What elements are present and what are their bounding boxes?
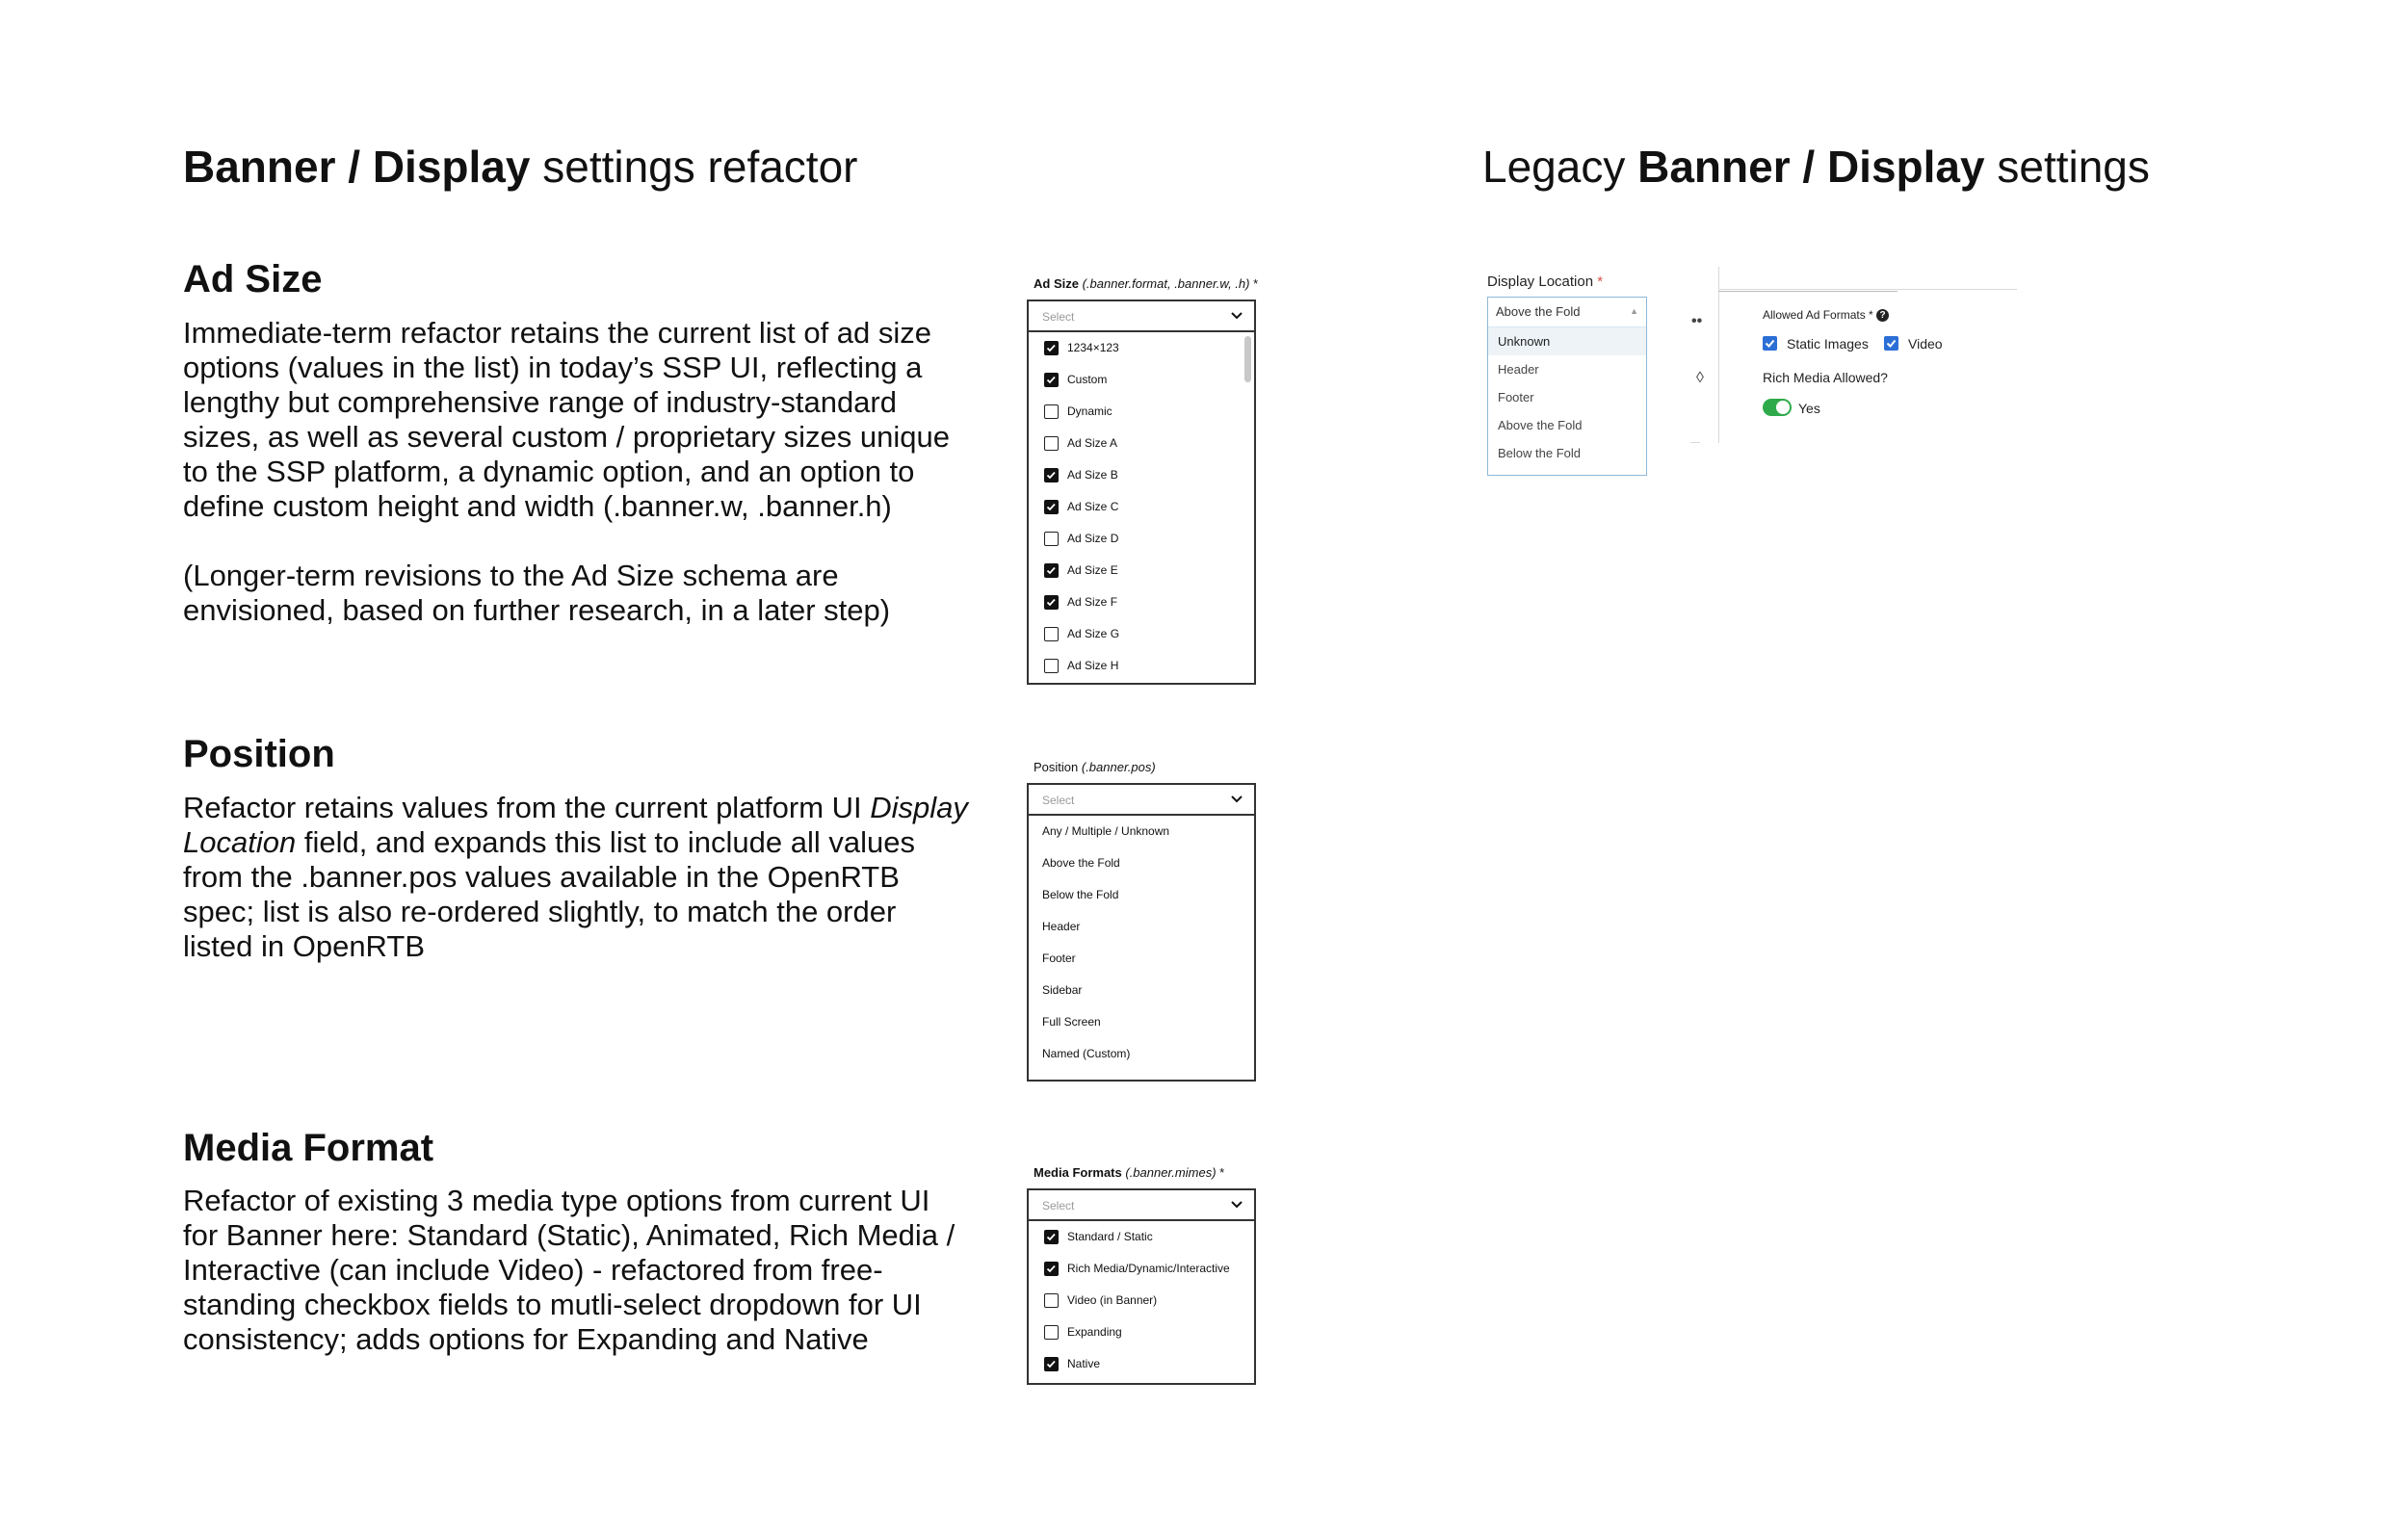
media-format-option[interactable]: [1029, 1348, 1254, 1380]
caret-up-icon: ▲: [1630, 306, 1638, 316]
legacy-option-label: Footer: [1498, 390, 1534, 404]
ad-size-option-label: Custom: [1067, 373, 1108, 386]
position-option[interactable]: [1029, 816, 1254, 847]
check-icon: [1046, 470, 1057, 481]
ad-size-dropdown[interactable]: [1027, 300, 1256, 685]
static-images-label: Static Images: [1787, 336, 1869, 352]
chevron-down-icon: [1229, 1196, 1244, 1212]
ad-size-option-label: Dynamic: [1067, 404, 1112, 418]
ad-size-option[interactable]: [1029, 650, 1254, 682]
ellipsis-fragment-icon: ••: [1691, 313, 1703, 329]
position-option[interactable]: [1029, 879, 1254, 911]
ad-size-option-label: Ad Size B: [1067, 468, 1118, 482]
divider: [1718, 289, 2017, 290]
position-label-text: Position: [1034, 760, 1079, 774]
allowed-ad-formats-label: [1763, 308, 1889, 322]
ad-size-heading: Ad Size: [183, 258, 323, 300]
static-images-checkbox[interactable]: [1763, 336, 1777, 351]
allowed-ad-formats-text: Allowed Ad Formats *: [1763, 308, 1873, 322]
ad-size-option-label: Ad Size A: [1067, 436, 1118, 450]
legacy-option-label: Below the Fold: [1498, 446, 1581, 460]
ad-size-option-label: Ad Size E: [1067, 563, 1118, 577]
position-option[interactable]: [1029, 911, 1254, 943]
ad-size-option-checkbox[interactable]: [1044, 659, 1059, 673]
ad-size-option-label: Ad Size H: [1067, 659, 1119, 672]
media-format-body: Refactor of existing 3 media type options from current UI for Banner here: Standard (Static), Animated, Rich Media / Interactive (can include Video) - refactored from free-standing checkbox fields to mutli-select dropdown for UI consistency; adds options for Expanding and Native: [183, 1184, 955, 1356]
check-icon: [1046, 597, 1057, 608]
legacy-title: [1482, 141, 2150, 193]
position-option-label: Below the Fold: [1042, 888, 1119, 901]
legacy-display-location-select[interactable]: [1488, 298, 1646, 327]
video-checkbox[interactable]: [1884, 336, 1898, 351]
position-option-label: Full Screen: [1042, 1015, 1101, 1029]
required-mark: *: [1597, 274, 1604, 290]
position-heading: Position: [183, 733, 335, 775]
position-body: [183, 791, 973, 964]
ad-size-option-label: Ad Size C: [1067, 500, 1119, 513]
media-formats-dropdown[interactable]: [1027, 1188, 1256, 1385]
media-format-option-checkbox[interactable]: [1044, 1325, 1059, 1340]
position-option[interactable]: [1029, 975, 1254, 1006]
ad-size-select[interactable]: [1029, 301, 1254, 332]
ad-size-label-bold: Ad Size: [1034, 276, 1079, 291]
check-icon: [1046, 1359, 1057, 1369]
ad-size-option[interactable]: [1029, 618, 1254, 650]
check-icon: [1885, 337, 1898, 350]
ad-size-body-2: (Longer-term revisions to the Ad Size schema are envisioned, based on further research, in a later step): [183, 559, 891, 627]
ad-size-option-label: 1234×123: [1067, 341, 1119, 354]
media-formats-field-label: [1034, 1165, 1224, 1180]
position-option[interactable]: [1029, 1006, 1254, 1038]
legacy-title-pre: Legacy: [1482, 142, 1638, 192]
position-option[interactable]: [1029, 1038, 1254, 1070]
ad-size-option-label: Ad Size G: [1067, 627, 1120, 640]
position-placeholder: Select: [1042, 794, 1075, 807]
ad-size-option-checkbox[interactable]: [1044, 595, 1059, 610]
media-format-option-checkbox[interactable]: [1044, 1230, 1059, 1244]
legacy-selected-value: Above the Fold: [1496, 304, 1581, 319]
legacy-option-list: [1488, 327, 1646, 467]
media-format-option[interactable]: [1029, 1285, 1254, 1316]
ad-size-option-checkbox[interactable]: [1044, 468, 1059, 482]
legacy-display-location-dropdown[interactable]: [1487, 297, 1647, 476]
media-formats-label-bold: Media Formats: [1034, 1165, 1122, 1180]
ad-size-option[interactable]: [1029, 332, 1254, 364]
ad-size-option-checkbox[interactable]: [1044, 532, 1059, 546]
refactor-title: [183, 141, 858, 193]
legacy-title-bold: Banner / Display: [1637, 142, 1985, 192]
divider: [1718, 291, 1898, 292]
rich-media-allowed-label: Rich Media Allowed?: [1763, 370, 1888, 385]
position-option-label: Footer: [1042, 951, 1076, 965]
media-format-option[interactable]: [1029, 1221, 1254, 1253]
ad-size-option-checkbox[interactable]: [1044, 627, 1059, 641]
check-icon: [1046, 1232, 1057, 1242]
scrollbar[interactable]: [1244, 336, 1251, 382]
ad-size-option-list: [1029, 332, 1254, 682]
toggle-knob: [1776, 401, 1790, 414]
legacy-title-rest: settings: [1984, 142, 2150, 192]
video-label: Video: [1908, 336, 1943, 352]
ad-size-body-1: Immediate-term refactor retains the current list of ad size options (values in the list) in today’s SSP UI, reflecting a lengthy but comprehensive range of industry-standard sizes, as well as several custom / proprietary sizes unique to the SSP platform, a dynamic option, and an option to define custom height and width (.banner.w, .banner.h): [183, 316, 950, 523]
legacy-display-location-text: Display Location: [1487, 274, 1594, 290]
ad-size-option[interactable]: [1029, 587, 1254, 618]
ad-size-option[interactable]: [1029, 555, 1254, 587]
ad-size-option[interactable]: [1029, 396, 1254, 428]
media-format-option-checkbox[interactable]: [1044, 1262, 1059, 1276]
position-option-label: Named (Custom): [1042, 1047, 1131, 1060]
legacy-option[interactable]: [1488, 383, 1646, 411]
ad-size-option-checkbox[interactable]: [1044, 373, 1059, 387]
chevron-down-icon: [1229, 307, 1244, 323]
legacy-option[interactable]: [1488, 439, 1646, 467]
ad-size-option[interactable]: [1029, 364, 1254, 396]
check-icon: [1046, 1264, 1057, 1274]
position-option-label: Above the Fold: [1042, 856, 1120, 870]
check-icon: [1764, 337, 1776, 350]
chevron-down-icon: [1229, 791, 1244, 806]
ad-size-option-checkbox[interactable]: [1044, 404, 1059, 419]
legacy-option[interactable]: [1488, 355, 1646, 383]
rich-media-value: Yes: [1798, 401, 1820, 416]
ad-size-label-required: *: [1249, 276, 1259, 291]
check-icon: [1046, 375, 1057, 385]
ad-size-option[interactable]: [1029, 428, 1254, 459]
legacy-option[interactable]: [1488, 327, 1646, 355]
media-formats-select[interactable]: [1029, 1190, 1254, 1221]
position-option-label: Any / Multiple / Unknown: [1042, 824, 1170, 838]
legacy-option[interactable]: [1488, 411, 1646, 439]
legacy-option-label: Unknown: [1498, 334, 1551, 349]
refactor-title-rest: settings refactor: [530, 142, 858, 192]
position-option-label: Header: [1042, 920, 1081, 933]
rich-media-toggle[interactable]: [1763, 399, 1792, 416]
media-format-option-checkbox[interactable]: [1044, 1357, 1059, 1371]
legacy-option-label: Header: [1498, 362, 1539, 377]
ad-size-option-label: Ad Size F: [1067, 595, 1118, 609]
media-formats-option-list: [1029, 1221, 1254, 1380]
media-formats-placeholder: Select: [1042, 1199, 1075, 1212]
ad-size-option-label: Ad Size D: [1067, 532, 1119, 545]
position-body-post: field, and expands this list to include all values from the .banner.pos values available in the OpenRTB spec; list is also re-ordered slightly, to match the order listed in OpenRTB: [183, 825, 915, 963]
check-icon: [1046, 502, 1057, 512]
refactor-title-bold: Banner / Display: [183, 142, 531, 192]
media-format-option-label: Expanding: [1067, 1325, 1122, 1339]
position-option[interactable]: [1029, 847, 1254, 879]
ad-size-option[interactable]: [1029, 491, 1254, 523]
media-format-option-label: Standard / Static: [1067, 1230, 1153, 1243]
ad-size-option[interactable]: [1029, 523, 1254, 555]
position-label-em: (.banner.pos): [1078, 760, 1156, 774]
position-select[interactable]: [1029, 785, 1254, 816]
ad-size-description: [183, 316, 973, 628]
legacy-option-label: Above the Fold: [1498, 418, 1583, 432]
ad-size-option-checkbox[interactable]: [1044, 341, 1059, 355]
help-icon[interactable]: ?: [1876, 309, 1889, 322]
position-body-pre: Refactor retains values from the current platform UI: [183, 791, 871, 824]
divider: [1690, 442, 1700, 443]
ad-size-field-label: [1034, 276, 1258, 291]
ad-size-placeholder: Select: [1042, 310, 1075, 324]
check-icon: [1046, 343, 1057, 353]
media-format-heading: Media Format: [183, 1127, 434, 1169]
position-option[interactable]: [1029, 943, 1254, 975]
ad-size-option-checkbox[interactable]: [1044, 500, 1059, 514]
ad-size-option-checkbox[interactable]: [1044, 563, 1059, 578]
media-format-option-checkbox[interactable]: [1044, 1293, 1059, 1308]
legacy-display-location-label: [1487, 274, 1603, 290]
position-dropdown[interactable]: [1027, 783, 1256, 1082]
media-format-option[interactable]: [1029, 1253, 1254, 1285]
position-body-em: Display Location: [183, 791, 968, 859]
check-icon: [1046, 565, 1057, 576]
media-format-option-label: Rich Media/Dynamic/Interactive: [1067, 1262, 1230, 1275]
ad-size-option[interactable]: [1029, 459, 1254, 491]
media-formats-label-em: (.banner.mimes): [1121, 1165, 1217, 1180]
media-format-option[interactable]: [1029, 1316, 1254, 1348]
position-description: [183, 791, 973, 964]
media-formats-label-required: *: [1216, 1165, 1225, 1180]
position-option-label: Sidebar: [1042, 983, 1083, 997]
ad-size-label-em: (.banner.format, .banner.w, .h): [1078, 276, 1250, 291]
media-format-option-label: Video (in Banner): [1067, 1293, 1158, 1307]
divider: [1718, 267, 1719, 443]
ad-size-option-checkbox[interactable]: [1044, 436, 1059, 451]
position-field-label: [1034, 760, 1156, 774]
drop-icon: ◊: [1696, 370, 1704, 386]
media-format-description: [183, 1184, 973, 1357]
media-format-option-label: Native: [1067, 1357, 1101, 1370]
position-option-list: [1029, 816, 1254, 1070]
